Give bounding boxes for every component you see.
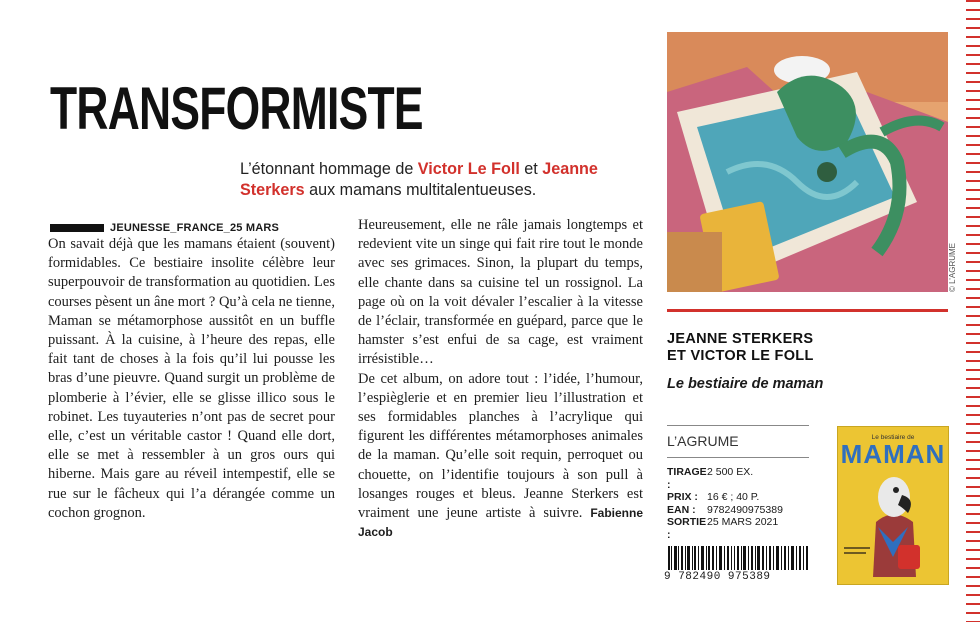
spec-value: 16 € ; 40 P. <box>707 491 760 503</box>
ean-barcode <box>668 546 808 570</box>
spec-value: 25 MARS 2021 <box>707 516 779 528</box>
book-author-line-1: JEANNE STERKERS <box>667 331 814 347</box>
article-signature: Fabienne Jacob <box>358 506 643 540</box>
spec-value: 2 500 EX. <box>707 466 754 478</box>
subtitle-text-3: aux mamans multitalentueuses. <box>304 180 537 199</box>
info-divider-top <box>667 425 809 426</box>
article-subtitle <box>240 158 601 200</box>
barcode-digits: 9 782490 975389 <box>664 571 771 583</box>
spec-row <box>667 491 783 504</box>
spec-label: PRIX : <box>667 491 698 503</box>
section-tag-label: JEUNESSE_FRANCE_25 MARS <box>110 222 280 234</box>
section-tag <box>50 221 279 235</box>
spec-label: EAN : <box>667 503 696 516</box>
body-paragraph-2: Heureusement, elle ne râle jamais longtemps et redevient vite un singe qui fait rire tout le monde avec ses grimaces. Sinon, la plupart du temps, elle chante dans sa cuisine tel un rossignol. La page où on la voit dévaler l’escalier à la vitesse de l’éclair, transformée en guépard, parce que le hamster s’est enfui de sa cage, est vraiment irrésistible… <box>358 217 643 368</box>
illustration-credit: © L’AGRUME <box>948 242 957 292</box>
book-authors <box>667 331 947 365</box>
body-paragraph-3-text: De cet album, on adore tout : l’idée, l’humour, l’espièglerie et en premier lieu l’illustration et ses formidables planches à l’acrylique qui figurent les différentes métamorphoses animales de la maman. Qu’elle soit requin, perroquet ou chouette, on l’identifie toujours à son pull à losanges rouges et bleus. Jeanne Sterkers est vraiment une jeune artiste à suivre. <box>358 370 643 522</box>
spec-row <box>667 504 783 517</box>
book-publisher: L’AGRUME <box>667 433 739 449</box>
book-cover <box>838 427 948 584</box>
body-paragraph-3 <box>358 370 643 543</box>
subtitle-text-1: L’étonnant hommage de <box>240 159 418 178</box>
body-column-2 <box>358 216 643 542</box>
body-paragraph-1: On savait déjà que les mamans étaient (souvent) formidables. Ce bestiaire insolite célèbre leur superpouvoir de transformation au quotidien. Les courses pèsent un âne mort ? Qu’à cela ne tienne, Maman se métamorphose aussitôt en un buffle puissant. À la cuisine, à l’heure des repas, elle fait tant de choses à la fois qu’il lui pousse les bras d’une pieuvre. Quand surgit un problème de plomberie à l’évier, elle se glisse illico sous le robinet. Les tuyauteries n’ont pas de secret pour elle, c’est un véritable castor ! Quand elle dort, elle se met à ressembler à un gros ours qui hiberne. Mais gare au réveil intempestif, elle se rue sur le fâcheux qui l’a dérangée comme un cochon grognon. <box>48 236 335 521</box>
tag-bar <box>50 224 104 232</box>
article-illustration <box>667 32 948 292</box>
cover-big-title: MAMAN <box>840 439 946 469</box>
article-headline: TRANSFORMISTE <box>50 75 423 142</box>
spec-label: SORTIE : <box>667 516 707 541</box>
red-divider <box>667 309 948 312</box>
info-divider-bottom <box>667 457 809 458</box>
body-column-1 <box>48 235 335 523</box>
subtitle-author-2: Jeanne Sterkers <box>240 159 598 199</box>
bathtub-crocodile-illustration <box>667 32 948 292</box>
spec-label: TIRAGE : <box>667 466 707 491</box>
edge-decoration <box>966 0 980 622</box>
spec-row <box>667 466 783 491</box>
spec-value: 9782490975389 <box>707 503 783 516</box>
book-specs <box>667 466 783 541</box>
book-author-line-2: ET VICTOR LE FOLL <box>667 348 814 364</box>
subtitle-text-2: et <box>519 159 543 178</box>
subtitle-author-1: Victor Le Foll <box>417 159 520 178</box>
spec-row <box>667 516 783 541</box>
cover-small-title: Le bestiaire de <box>871 434 915 441</box>
book-title: Le bestiaire de maman <box>667 376 824 392</box>
